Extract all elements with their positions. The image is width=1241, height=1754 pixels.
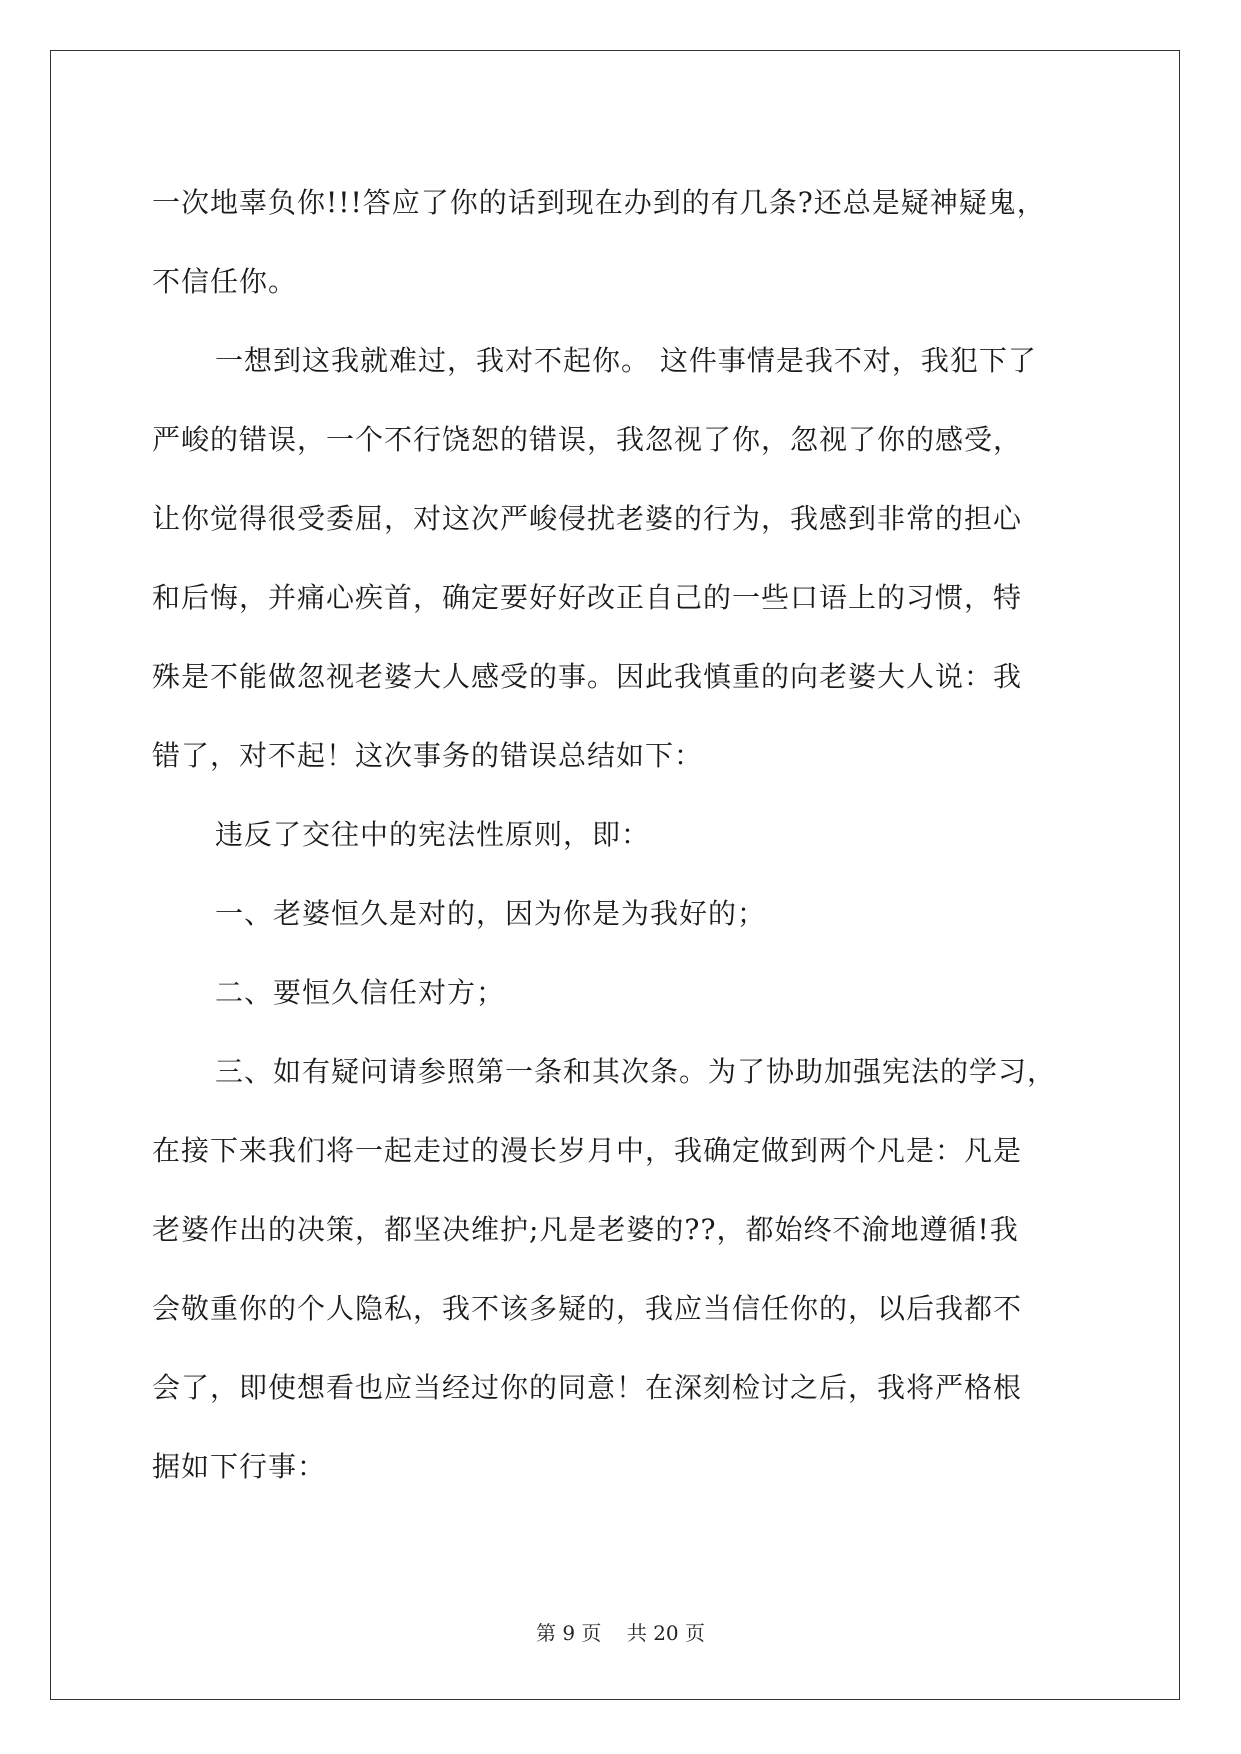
text-line: 一、老婆恒久是对的，因为你是为我好的； xyxy=(215,897,767,930)
text-line: 老婆作出的决策，都坚决维护;凡是老婆的??，都始终不渝地遵循!我 xyxy=(152,1213,1019,1246)
text-line: 三、如有疑问请参照第一条和其次条。为了协助加强宪法的学习， xyxy=(215,1055,1057,1088)
page-footer xyxy=(0,1617,1241,1646)
text-line: 二、要恒久信任对方； xyxy=(215,976,506,1009)
paragraph-4 xyxy=(152,874,1090,953)
paragraph-3 xyxy=(152,795,1090,874)
text-line: 据如下行事： xyxy=(152,1450,327,1483)
document-body xyxy=(152,163,1090,1506)
text-line: 一次地辜负你!!!答应了你的话到现在办到的有几条?还总是疑神疑鬼， xyxy=(152,186,1046,219)
paragraph-5 xyxy=(152,953,1090,1032)
text-line: 严峻的错误，一个不行饶恕的错误，我忽视了你，忽视了你的感受， xyxy=(152,423,1023,456)
paragraph-1 xyxy=(152,163,1090,321)
text-line: 让你觉得很受委屈，对这次严峻侵扰老婆的行为，我感到非常的担心 xyxy=(152,502,1023,535)
text-line: 会敬重你的个人隐私，我不该多疑的，我应当信任你的，以后我都不 xyxy=(152,1292,1023,1325)
paragraph-6 xyxy=(152,1032,1090,1506)
text-line: 殊是不能做忽视老婆大人感受的事。因此我慎重的向老婆大人说：我 xyxy=(152,660,1023,693)
page-number: 第 9 页 共 20 页 xyxy=(535,1621,706,1645)
text-line: 一想到这我就难过，我对不起你。 这件事情是我不对，我犯下了 xyxy=(215,344,1037,377)
text-line: 违反了交往中的宪法性原则，即： xyxy=(215,818,651,851)
text-line: 会了，即使想看也应当经过你的同意！在深刻检讨之后，我将严格根 xyxy=(152,1371,1023,1404)
text-line: 不信任你。 xyxy=(152,265,298,298)
text-line: 在接下来我们将一起走过的漫长岁月中，我确定做到两个凡是：凡是 xyxy=(152,1134,1023,1167)
text-line: 和后悔，并痛心疾首，确定要好好改正自己的一些口语上的习惯，特 xyxy=(152,581,1023,614)
paragraph-2 xyxy=(152,321,1090,795)
text-line: 错了，对不起！这次事务的错误总结如下： xyxy=(152,739,704,772)
